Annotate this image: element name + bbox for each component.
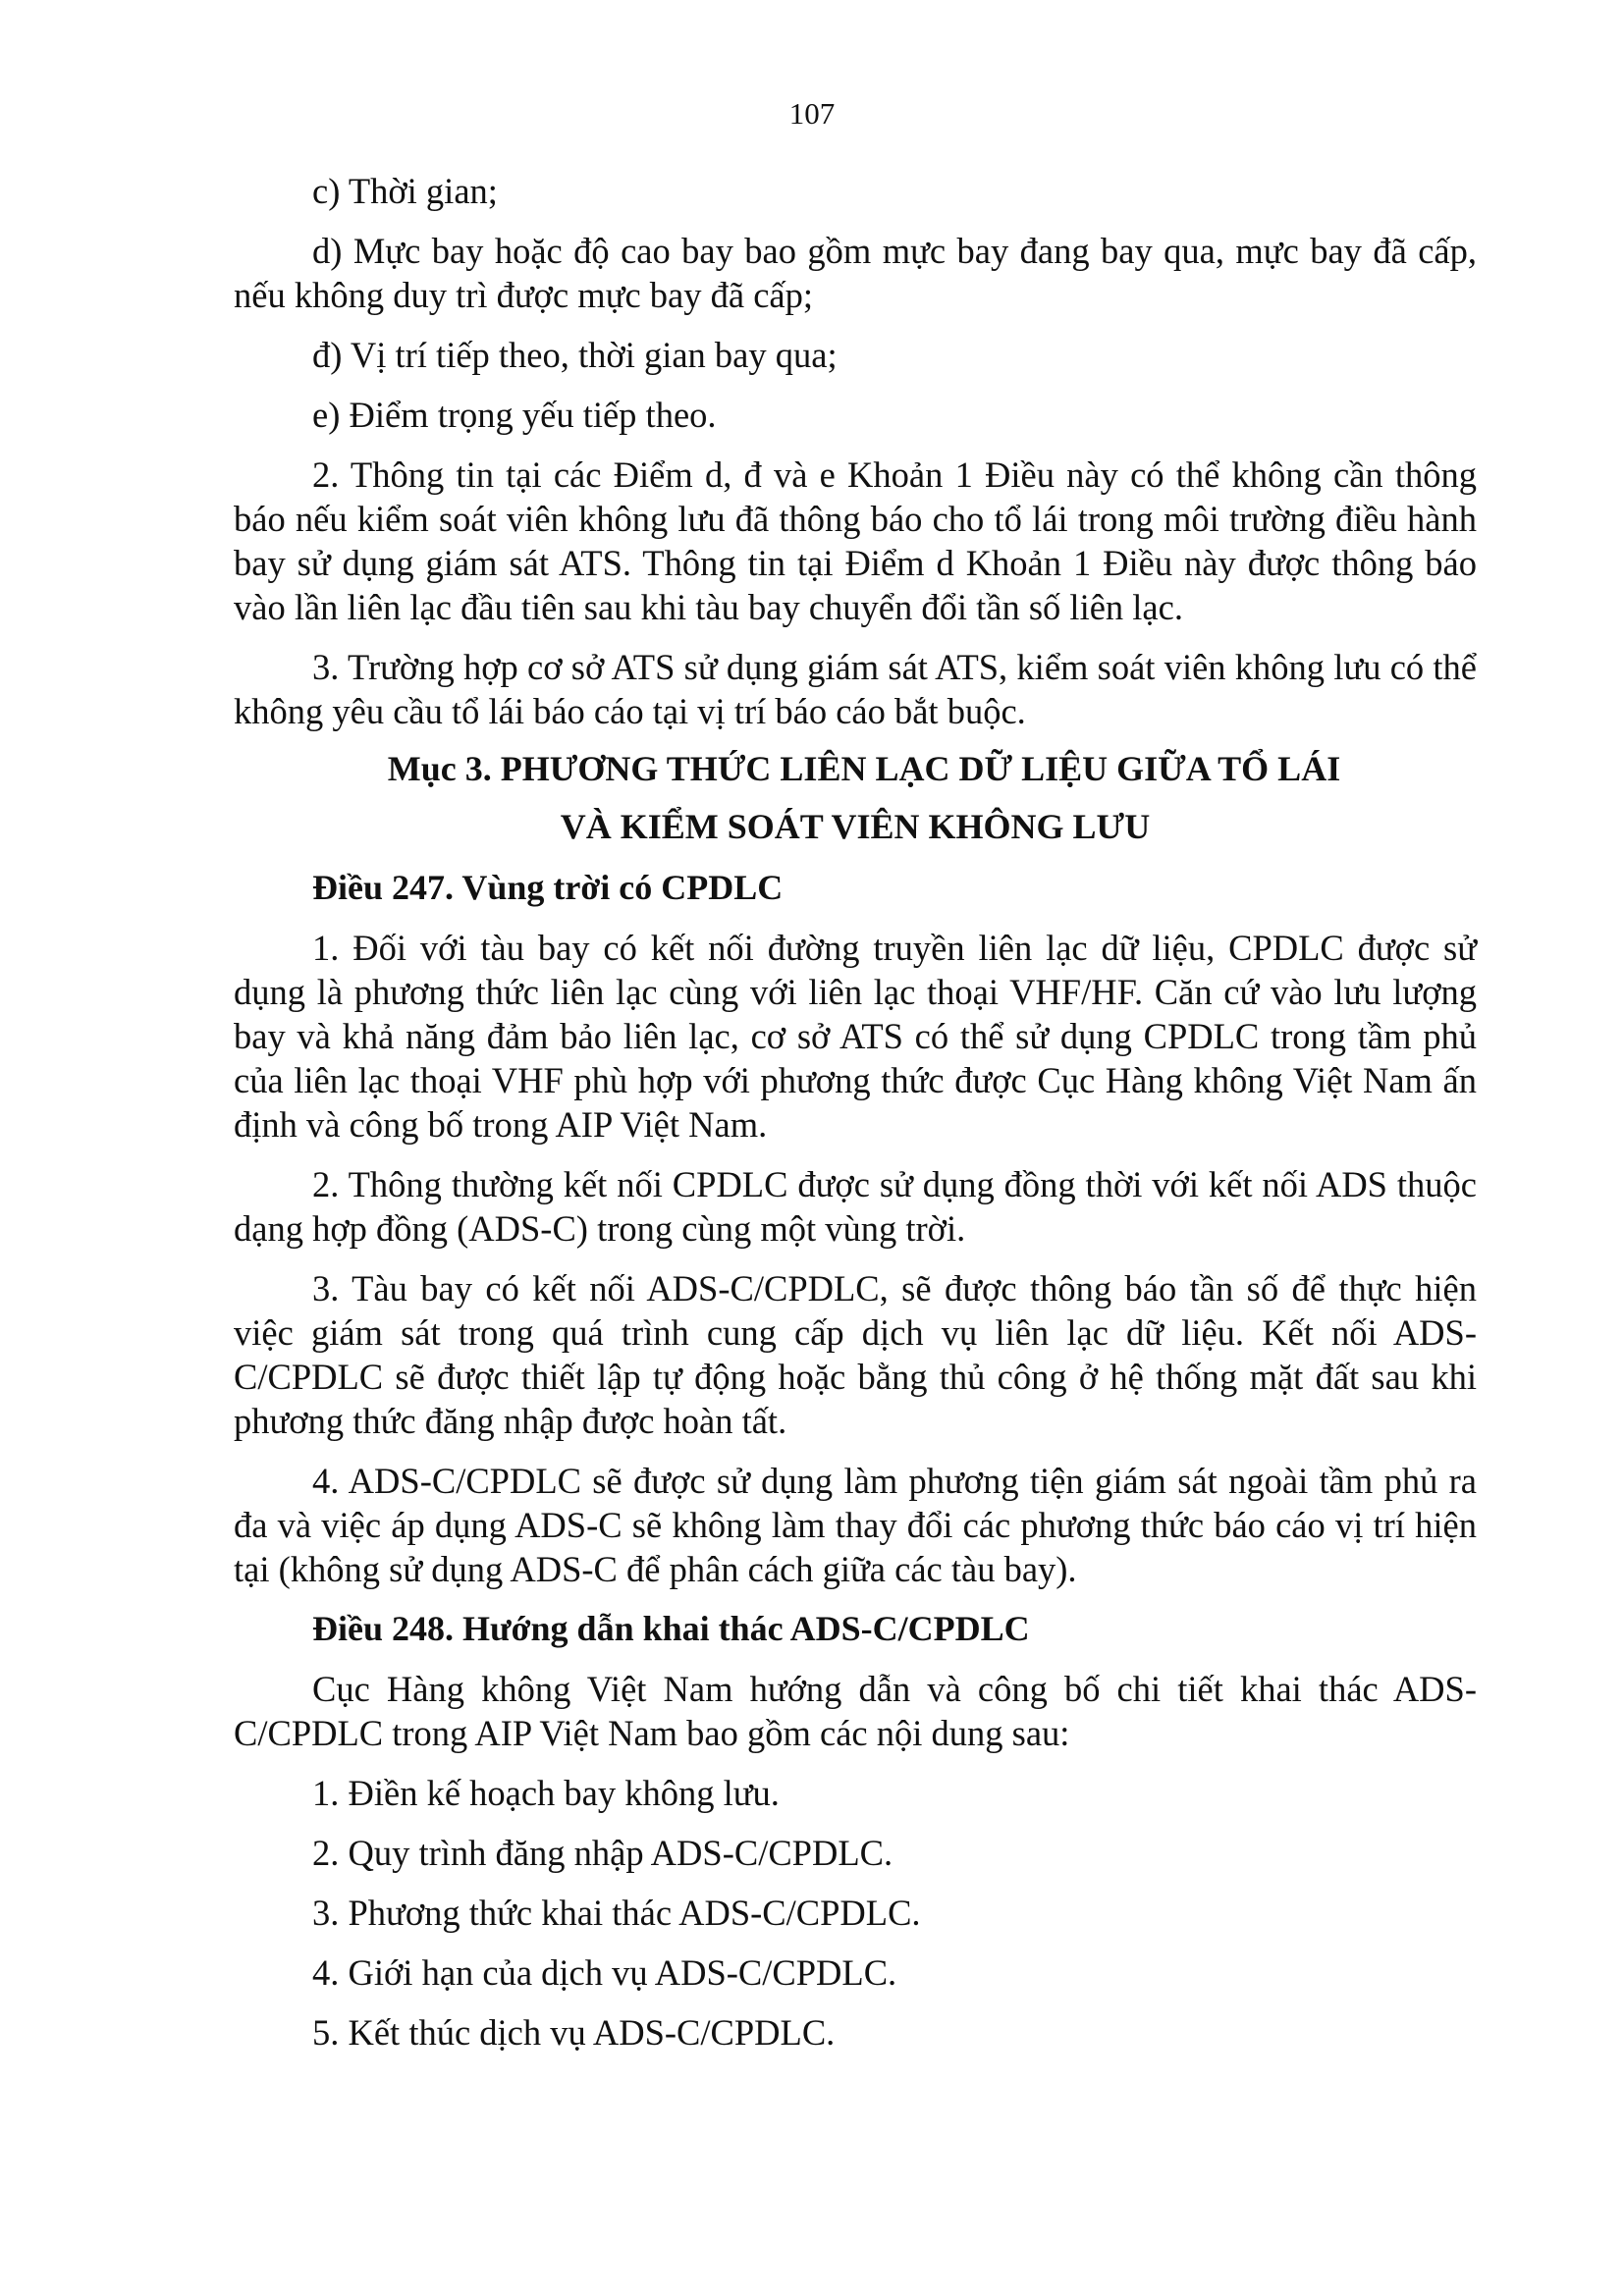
item-c-time: c) Thời gian; bbox=[312, 171, 498, 211]
article-247-clause-2: 2. Thông thường kết nối CPDLC được sử dụng đồng thời với kết nối ADS thuộc dạng hợp đồng (ADS-C) trong cùng một vùng trời. bbox=[234, 1164, 1477, 1249]
article-248-intro: Cục Hàng không Việt Nam hướng dẫn và công bố chi tiết khai thác ADS-C/CPDLC trong AIP Việt Nam bao gồm các nội dung sau: bbox=[234, 1669, 1477, 1753]
article-248-item-2: 2. Quy trình đăng nhập ADS-C/CPDLC. bbox=[312, 1833, 893, 1873]
section-3-title-line-1: Mục 3. PHƯƠNG THỨC LIÊN LẠC DỮ LIỆU GIỮA TỔ LÁI bbox=[387, 749, 1341, 788]
article-247-clause-4: 4. ADS-C/CPDLC sẽ được sử dụng làm phương tiện giám sát ngoài tầm phủ ra đa và việc áp dụng ADS-C sẽ không làm thay đổi các phương thức báo cáo vị trí hiện tại (không sử dụng ADS-C để phân cách giữa các tàu bay). bbox=[234, 1461, 1477, 1589]
page-number: 107 bbox=[788, 96, 836, 131]
article-247-clause-1: 1. Đối với tàu bay có kết nối đường truyền liên lạc dữ liệu, CPDLC được sử dụng là phương thức liên lạc cùng với liên lạc thoại VHF/HF. Căn cứ vào lưu lượng bay và khả năng đảm bảo liên lạc, cơ sở ATS có thể sử dụng CPDLC trong tầm phủ của liên lạc thoại VHF phù hợp với phương thức được Cục Hàng không Việt Nam ấn định và công bố trong AIP Việt Nam. bbox=[234, 928, 1477, 1145]
clause-3-paragraph: 3. Trường hợp cơ sở ATS sử dụng giám sát ATS, kiểm soát viên không lưu có thể không yêu cầu tổ lái báo cáo tại vị trí báo cáo bắt buộc. bbox=[234, 647, 1477, 731]
article-247-clause-3: 3. Tàu bay có kết nối ADS-C/CPDLC, sẽ được thông báo tần số để thực hiện việc giám sát trong quá trình cung cấp dịch vụ liên lạc dữ liệu. Kết nối ADS-C/CPDLC sẽ được thiết lập tự động hoặc bằng thủ công ở hệ thống mặt đất sau khi phương thức đăng nhập được hoàn tất. bbox=[234, 1268, 1477, 1441]
article-248-item-5: 5. Kết thúc dịch vụ ADS-C/CPDLC. bbox=[312, 2012, 836, 2053]
item-d-flight-level: d) Mực bay hoặc độ cao bay bao gồm mực bay đang bay qua, mực bay đã cấp, nếu không duy trì được mực bay đã cấp; bbox=[234, 231, 1477, 315]
item-e-next-significant-point: e) Điểm trọng yếu tiếp theo. bbox=[312, 395, 717, 435]
article-248-item-1: 1. Điền kế hoạch bay không lưu. bbox=[312, 1773, 780, 1813]
article-247-heading: Điều 247. Vùng trời có CPDLC bbox=[312, 868, 784, 907]
clause-2-paragraph: 2. Thông tin tại các Điểm d, đ và e Khoản 1 Điều này có thể không cần thông báo nếu kiểm soát viên không lưu đã thông báo cho tổ lái trong môi trường điều hành bay sử dụng giám sát ATS. Thông tin tại Điểm d Khoản 1 Điều này được thông báo vào lần liên lạc đầu tiên sau khi tàu bay chuyển đổi tần số liên lạc. bbox=[234, 454, 1477, 627]
section-3-title-line-2: VÀ KIỂM SOÁT VIÊN KHÔNG LƯU bbox=[560, 807, 1151, 846]
article-248-item-3: 3. Phương thức khai thác ADS-C/CPDLC. bbox=[312, 1893, 921, 1933]
article-248-heading: Điều 248. Hướng dẫn khai thác ADS-C/CPDLC bbox=[312, 1609, 1030, 1648]
article-248-item-4: 4. Giới hạn của dịch vụ ADS-C/CPDLC. bbox=[312, 1952, 897, 1993]
page-content bbox=[234, 169, 1477, 2070]
item-dd-next-position: đ) Vị trí tiếp theo, thời gian bay qua; bbox=[312, 335, 838, 375]
